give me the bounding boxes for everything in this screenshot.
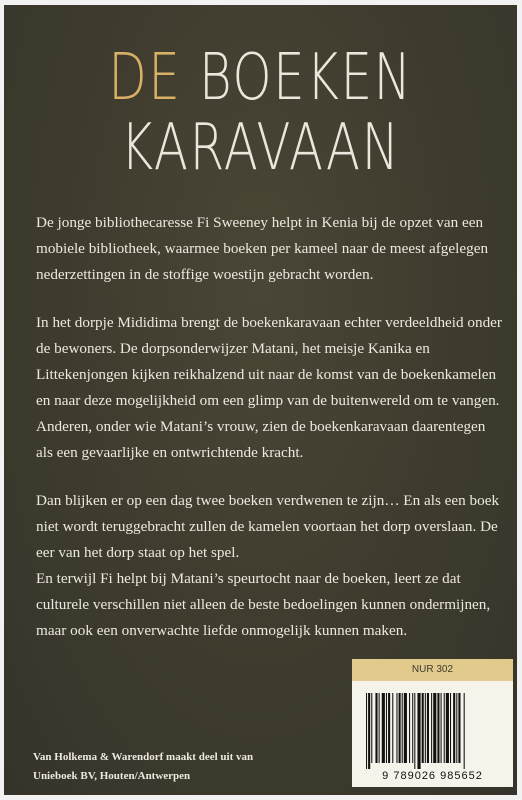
barcode-bar xyxy=(444,693,445,763)
barcode-bar xyxy=(458,693,460,763)
publisher-line-2: Unieboek BV, Houten/Antwerpen xyxy=(33,770,191,782)
barcode-bar xyxy=(453,693,455,763)
title-accent-word: DE xyxy=(108,41,182,115)
isbn-barcode xyxy=(364,693,505,769)
barcode-bar xyxy=(437,693,439,763)
barcode-bar xyxy=(368,693,370,769)
barcode-bar xyxy=(382,693,385,763)
book-back-cover xyxy=(4,5,517,795)
barcode-bar xyxy=(366,693,367,769)
barcode-bar xyxy=(431,693,432,763)
barcode-box xyxy=(352,659,513,787)
barcode-bar xyxy=(375,693,377,763)
blurb-paragraph-4: En terwijl Fi helpt bij Matani’s speurtocht naar de boeken, leert ze dat culturele verschillen niet alleen de beste bedoelingen kunnen ondermijnen, maar ook een onverwachte liefde onmogelijk kunnen maken. xyxy=(36,570,491,639)
barcode-bar xyxy=(392,693,393,763)
barcode-bar xyxy=(450,693,451,763)
barcode-bar xyxy=(404,693,407,763)
barcode-bar xyxy=(441,693,442,763)
barcode-bar xyxy=(396,693,397,763)
title-line-1 xyxy=(60,43,460,113)
barcode-bar xyxy=(388,693,390,763)
barcode-bar xyxy=(427,693,429,763)
barcode-bar xyxy=(422,693,424,763)
title-word-boeken: BOEKEN xyxy=(181,41,413,115)
barcode-bar xyxy=(379,693,380,763)
barcode-bar xyxy=(417,693,420,769)
barcode-bar xyxy=(425,693,426,763)
publisher-info xyxy=(33,748,253,786)
title-line-2: KARAVAAN xyxy=(120,111,401,185)
barcode-bar xyxy=(446,693,449,763)
barcode-bar xyxy=(414,693,415,769)
blurb-paragraph-1: De jonge bibliothecaresse Fi Sweeney helpt in Kenia bij de opzet van een mobiele bibliotheek, waarmee boeken per kameel naar de meest afgelegen nederzettingen in de stoffige woestijn gebracht worden. xyxy=(36,214,489,283)
blurb-paragraph-2: In het dorpje Mididima brengt de boekenkaravaan echter verdeeldheid onder de bewoners. De dorpsonderwijzer Matani, het meisje Kanika en Littekenjongen kijken reikhalzend uit naar de komst van de boekenkamelen en naar deze mogelijkheid om een glimp van de buitenwereld om te vangen. Anderen, onder wie Matani’s vrouw, zien de boekenkaravaan daarentegen als een gevaarlijke en ontwrichtende kracht. xyxy=(36,314,502,461)
barcode-bar xyxy=(433,693,436,763)
barcode-bar xyxy=(402,693,403,763)
barcode-bar xyxy=(464,693,465,769)
publisher-line-1: Van Holkema & Warendorf maakt deel uit van xyxy=(33,751,254,763)
barcode-bar xyxy=(399,693,401,763)
barcode-bar xyxy=(371,693,372,763)
isbn-digits: 9 789026 985652 xyxy=(382,770,483,782)
barcode-bar xyxy=(386,693,387,763)
barcode-bar xyxy=(412,693,413,763)
barcode-bar xyxy=(456,693,457,763)
blurb-text xyxy=(36,210,506,666)
nur-code: NUR 302 xyxy=(352,659,513,681)
barcode-bar xyxy=(409,693,410,763)
blurb-paragraph-3: Dan blijken er op een dag twee boeken verdwenen te zijn… En als een boek niet wordt teruggebracht zullen de kamelen voortaan het dorp overslaan. De eer van het dorp staat op het spel. xyxy=(36,492,500,561)
